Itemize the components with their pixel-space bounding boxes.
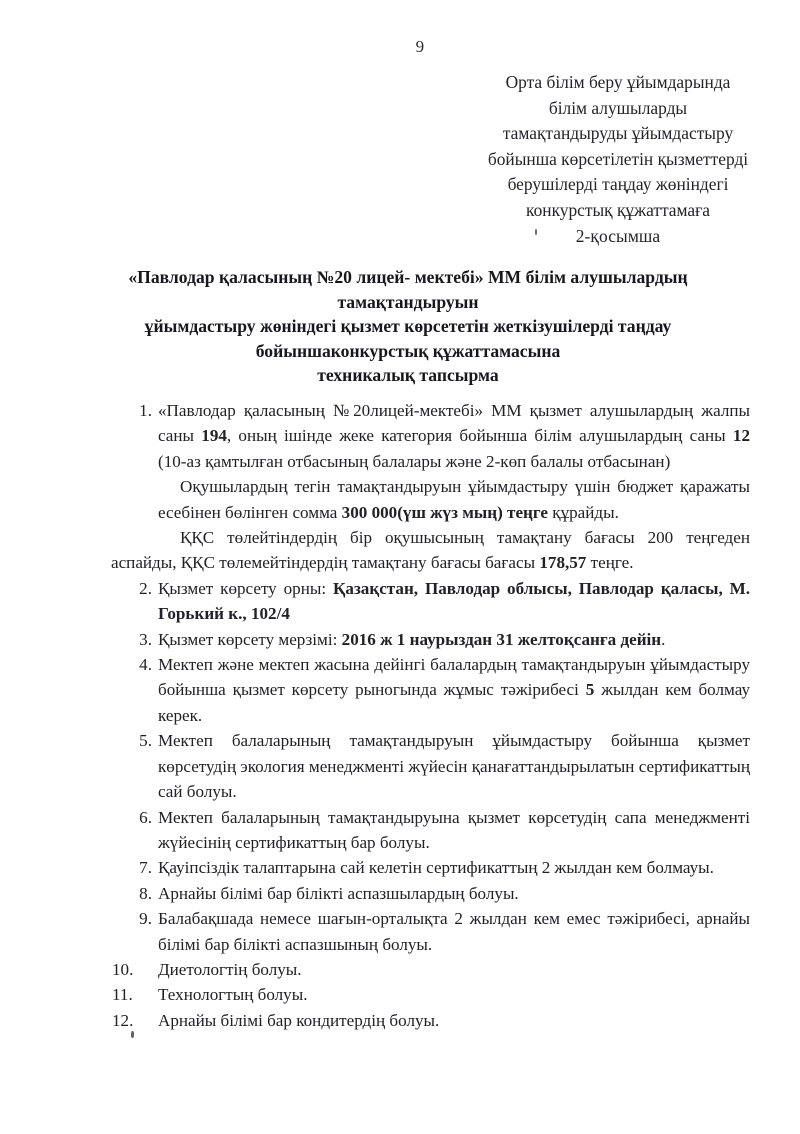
requirement-sub-paragraph [158, 474, 750, 525]
requirement-item [118, 906, 750, 957]
requirement-item-number: 9. [139, 909, 152, 929]
requirement-item-text [158, 579, 750, 623]
document-title-line: ұйымдастыру жөніндегі қызмет көрсететін жеткізушілерді таңдау [144, 316, 672, 337]
body-text: Қызмет көрсету орны: [158, 578, 333, 598]
requirement-item-number: 10. [112, 959, 134, 979]
requirement-item-text [158, 401, 750, 471]
body-text: Мектеп балаларының тамақтандыруына қызмет көрсетудің сапа менеджменті жүйесінің сертификаттың бар болуы. [158, 807, 750, 852]
body-text: , оның ішінде жеке категория бойынша білім алушылардың саны [226, 426, 733, 446]
addressee-line: бойынша көрсетілетін қызметтерді [487, 148, 749, 169]
emphasised-text: 178,57 [539, 553, 587, 573]
emphasised-text: 5 [585, 680, 595, 700]
requirement-item-text [158, 731, 750, 801]
page-number: 9 [415, 37, 425, 56]
requirement-item-text [158, 985, 308, 1004]
scan-artifact-speck [535, 229, 537, 235]
requirement-item [112, 1008, 750, 1033]
requirement-item-number: 3. [139, 629, 152, 649]
requirement-item-number: 11. [112, 985, 133, 1005]
requirement-sub-paragraph [111, 525, 750, 576]
requirement-item-text [158, 858, 714, 877]
addressee-block [470, 70, 766, 249]
body-text: Мектеп балаларының тамақтандыруын ұйымдастыру бойынша қызмет көрсетудің экология менеджменті жүйесін қанағаттандырылатын сертификаттың сай болуы. [158, 731, 750, 802]
emphasised-text: 194 [201, 426, 227, 446]
document-title-line: тамақтандыруын [337, 291, 479, 312]
body-text: Технологтың болуы. [158, 985, 308, 1005]
requirement-item [111, 398, 750, 576]
body-text: . [661, 629, 666, 649]
body-text: Диетологтің болуы. [158, 959, 302, 979]
addressee-line: конкурстық құжаттамаға [526, 199, 710, 220]
body-text: Мектеп және мектеп жасына дейінгі балалардың тамақтандыруын ұйымдастыру бойынша қызмет көрсету рыногында жұмыс тәжірибесі [158, 655, 750, 700]
addressee-line: білім алушыларды [548, 97, 688, 118]
requirement-item-number: 12. [112, 1010, 134, 1030]
requirement-item [118, 576, 750, 627]
requirement-item-text [158, 1011, 439, 1030]
requirement-item-number: 1. [139, 401, 152, 420]
requirement-item-number: 5. [139, 731, 152, 751]
body-text: құрайды. [548, 502, 619, 522]
body-text: Арнайы білімі бар кондитердің болуы. [158, 1010, 440, 1030]
body-text: Арнайы білімі бар білікті аспазшылардың болуы. [158, 883, 519, 903]
body-text: теңге. [586, 553, 634, 573]
emphasised-text: Қазақстан, Павлодар облысы, Павлодар қаласы, М. Горький к., 102/4 [158, 578, 751, 624]
requirement-item [118, 855, 750, 880]
body-text: Қызмет көрсету мерзімі: [158, 629, 342, 649]
requirement-item [118, 627, 750, 652]
document-title [88, 265, 728, 388]
addressee-line: берушілерді таңдау жөніндегі [507, 174, 729, 195]
document-title-line: бойыншаконкурстық құжаттамасына [255, 340, 561, 361]
body-text: (10-аз қамтылған отбасының балалары және 2-көп балалы отбасынан) [158, 451, 671, 471]
emphasised-text: 300 000(үш жүз мың) теңге [341, 502, 548, 522]
body-text: жылдан кем болмау керек. [158, 680, 750, 725]
requirements-list [0, 398, 800, 1033]
addressee-line: 2-қосымша [575, 225, 661, 246]
addressee-line: тамақтандыруды ұйымдастыру [502, 123, 734, 144]
document-title-line: техникалық тапсырма [317, 365, 499, 386]
body-text: Оқушылардың тегін тамақтандыруын ұйымдастыру үшін бюджет қаражаты есебінен бөлінген сомма [158, 477, 750, 522]
requirement-item [112, 982, 750, 1007]
document-body [0, 398, 800, 1033]
requirement-item [118, 728, 750, 804]
requirement-item-text [158, 909, 750, 953]
document-title-line: «Павлодар қаласының №20 лицей- мектебі» ММ білім алушылардың [128, 267, 688, 287]
requirement-item-text [158, 655, 750, 725]
addressee-line: Орта білім беру ұйымдарында [505, 72, 731, 92]
requirement-item-number: 2. [139, 578, 152, 598]
body-text: Балабақшада немесе шағын-орталықта 2 жылдан кем емес тәжірибесі, арнайы білімі бар білікті аспазшының болуы. [158, 909, 750, 954]
requirement-item [118, 652, 750, 728]
emphasised-text: 12 [732, 426, 750, 446]
body-text: Қауіпсіздік талаптарына сай келетін сертификаттың 2 жылдан кем болмауы. [158, 858, 714, 878]
body-text: «Павлодар қаласының №20лицей-мектебі» ММ қызмет алушылардың жалпы саны [158, 401, 750, 446]
requirement-item-number: 8. [139, 883, 152, 903]
emphasised-text: 2016 ж 1 наурыздан 31 желтоқсанға дейін [341, 629, 662, 649]
requirement-item [112, 957, 750, 982]
requirement-item-number: 4. [139, 655, 152, 675]
requirement-item-number: 7. [139, 858, 152, 878]
requirement-item-text [158, 960, 302, 979]
requirement-item-text [158, 808, 750, 852]
body-text: ҚҚС төлейтіндердің бір оқушысының тамақтану бағасы 200 теңгеден аспайды, ҚҚС төлемейтіндердің тамақтану бағасы бағасы [111, 528, 750, 573]
leading-indent-spacer [111, 528, 180, 547]
requirement-item-text [158, 884, 519, 903]
requirement-item [118, 881, 750, 906]
requirement-item-text [158, 630, 665, 649]
requirement-item [118, 805, 750, 856]
requirement-item-number: 6. [139, 807, 152, 827]
